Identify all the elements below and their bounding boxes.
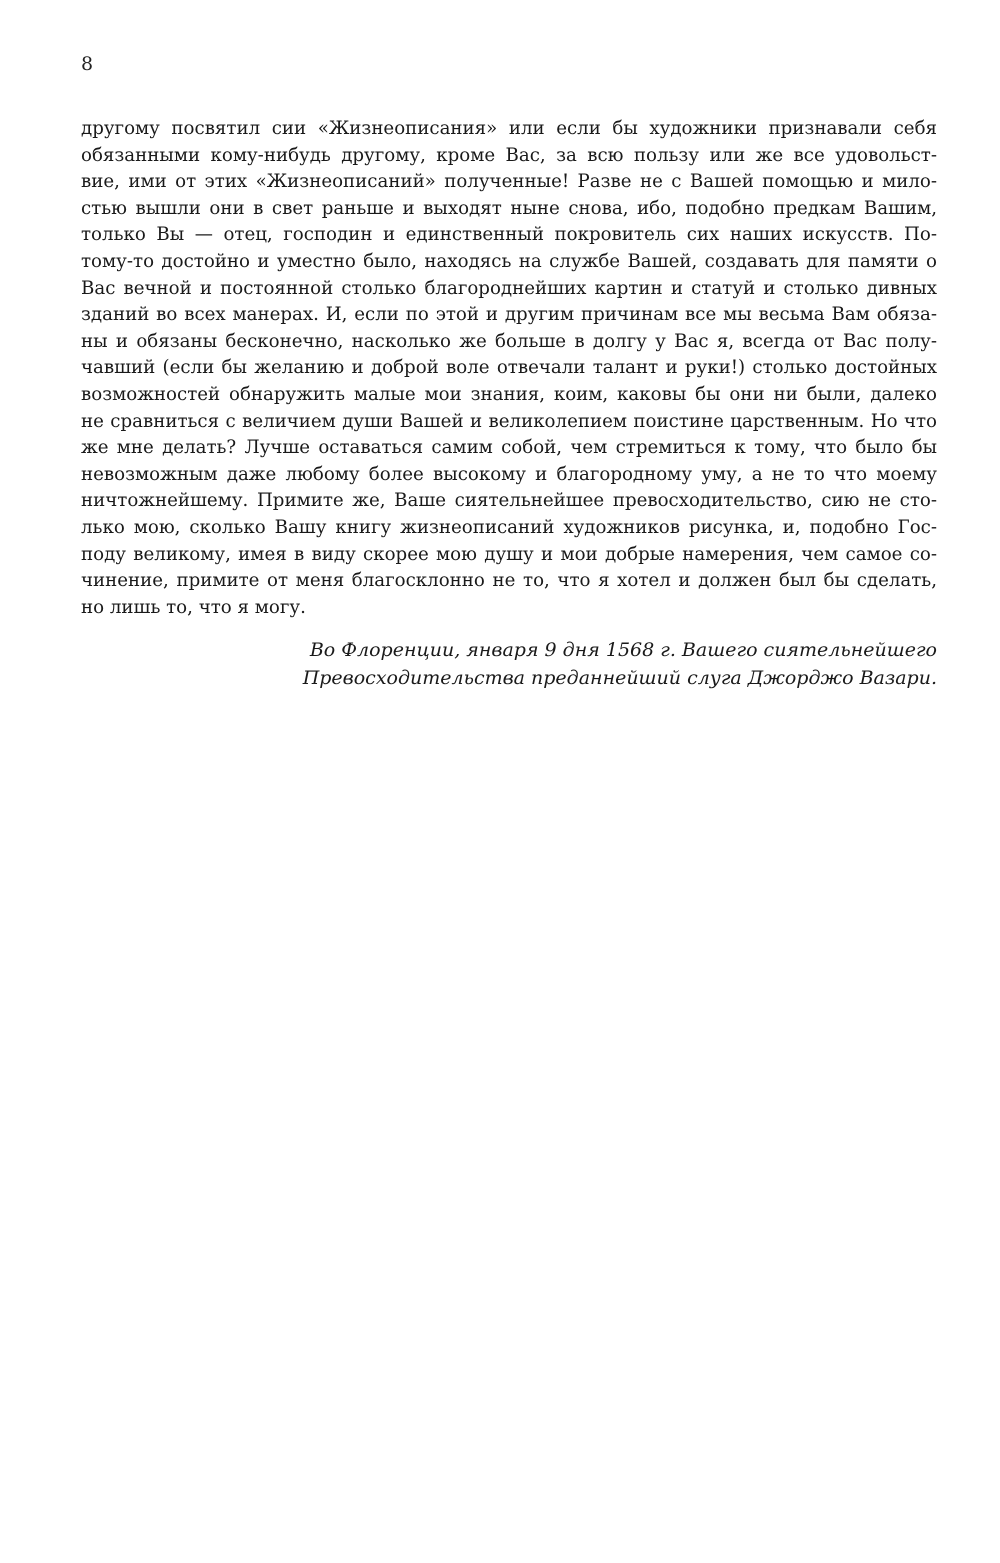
text-line: ны и обязаны бесконечно, насколько же больше в долгу у Вас я, всегда от Вас полу- xyxy=(81,330,937,352)
text-line: Вас вечной и постоянной столько благороднейших картин и статуй и столько дивных xyxy=(81,277,937,299)
text-line: другому посвятил сии «Жизнеописания» или если бы художники признавали себя xyxy=(81,118,937,139)
signature-line-place-date: Во Флоренции, января 9 дня 1568 г. Вашего сиятельнейшего xyxy=(309,639,937,661)
text-line: возможностей обнаружить малые мои знания, коим, каковы бы они ни были, далеко xyxy=(81,383,937,405)
text-line: невозможным даже любому более высокому и благородному уму, а не то что моему xyxy=(81,463,937,485)
text-line: чинение, примите от меня благосклонно не то, что я хотел и должен был бы сделать, xyxy=(81,570,937,592)
page-number: 8 xyxy=(81,53,94,75)
text-line: же мне делать? Лучше оставаться самим собой, чем стремиться к тому, что было бы xyxy=(81,437,937,459)
signature-block xyxy=(200,636,937,692)
body-paragraph xyxy=(81,116,937,621)
text-line: обязанными кому-нибудь другому, кроме Вас, за всю пользу или же все удовольст- xyxy=(81,144,937,166)
text-line: но лишь то, что я могу. xyxy=(81,596,306,618)
text-line: не сравниться с величием души Вашей и великолепием поистине царственным. Но что xyxy=(81,410,937,432)
text-line: тому-то достойно и уместно было, находясь на службе Вашей, создавать для памяти о xyxy=(81,250,937,272)
text-line: только Вы — отец, господин и единственный покровитель сих наших искусств. По- xyxy=(81,224,937,246)
text-line: вие, ими от этих «Жизнеописаний» полученные! Разве не с Вашей помощью и мило- xyxy=(81,171,937,193)
text-line: зданий во всех манерах. И, если по этой и другим причинам все мы весьма Вам обяза- xyxy=(81,304,937,326)
text-line: ничтожнейшему. Примите же, Ваше сиятельнейшее превосходительство, сию не сто- xyxy=(81,490,937,512)
text-line: поду великому, имея в виду скорее мою душу и мои добрые намерения, чем самое со- xyxy=(81,543,937,565)
text-line: стью вышли они в свет раньше и выходят ныне снова, ибо, подобно предкам Вашим, xyxy=(81,197,937,219)
signature-line-author: Превосходительства преданнейший слуга Джорджо Вазари. xyxy=(302,667,937,689)
text-line: чавший (если бы желанию и доброй воле отвечали талант и руки!) столько достойных xyxy=(81,357,937,379)
text-line: лько мою, сколько Вашу книгу жизнеописаний художников рисунка, и, подобно Гос- xyxy=(81,516,937,538)
